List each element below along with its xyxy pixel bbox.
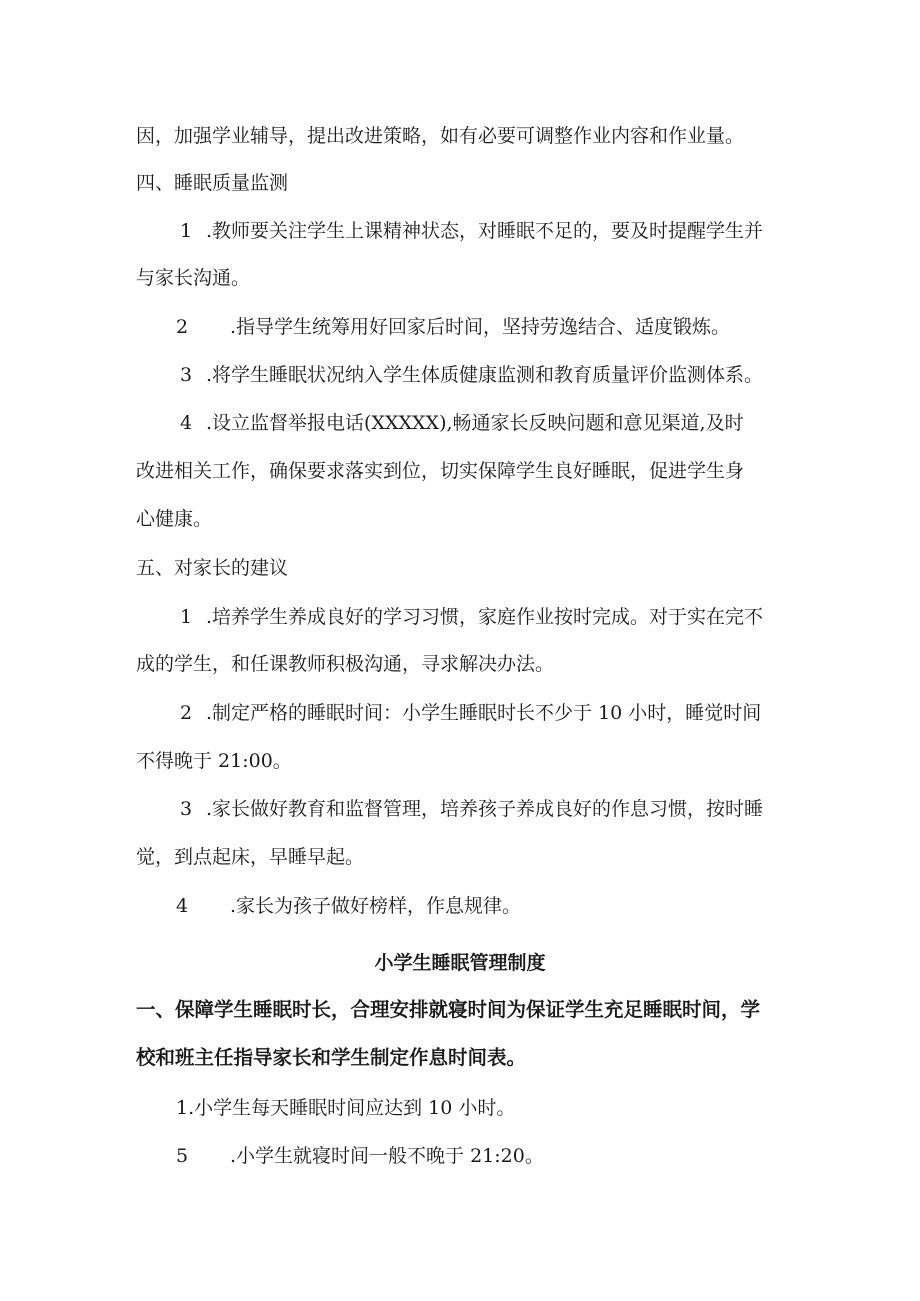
item-number: 4 <box>180 412 193 434</box>
list-item-a1 <box>180 219 763 243</box>
item-text: .家长做好教育和监督管理，培养孩子养成良好的作息习惯，按时睡 <box>206 798 764 820</box>
list-item-b2 <box>180 701 761 725</box>
item-text: .教师要关注学生上课精神状态，对睡眠不足的，要及时提醒学生并 <box>206 220 764 242</box>
list-item-b4 <box>176 894 521 918</box>
item-text: .设立监督举报电话(XXXXX),畅通家长反映问题和意见渠道,及时 <box>206 412 744 434</box>
item-text: .将学生睡眠状况纳入学生体质健康监测和教育质量评价监测体系。 <box>206 364 764 386</box>
item-number: 2 <box>176 316 189 338</box>
continuation-line: 因，加强学业辅导，提出改进策略，如有必要可调整作业内容和作业量。 <box>136 125 745 147</box>
list-item-a2 <box>176 315 730 339</box>
item-number: 5 <box>176 1145 189 1167</box>
heading-sleep-duration-line2: 校和班主任指导家长和学生制定作息时间表。 <box>136 1046 527 1069</box>
item-text: .培养学生养成良好的学习习惯，家庭作业按时完成。对于实在完不 <box>206 606 764 628</box>
item-number: 3 <box>180 364 193 386</box>
list-item-b2-cont: 不得晚于 21:00。 <box>136 750 292 772</box>
list-item-b3-cont: 觉，到点起床，早睡早起。 <box>136 846 365 868</box>
list-item-a4 <box>180 411 744 435</box>
list-item-b1 <box>180 605 763 629</box>
list-item-b1-cont: 成的学生，和任课教师积极沟通，寻求解决办法。 <box>136 653 555 675</box>
heading-sleep-monitoring: 四、睡眠质量监测 <box>136 172 289 194</box>
item-text: .制定严格的睡眠时间：小学生睡眠时长不少于 10 小时，睡觉时间 <box>206 702 762 724</box>
list-item-b3 <box>180 797 763 821</box>
item-number: 1 <box>180 220 193 242</box>
item-number: 3 <box>180 798 193 820</box>
item-text: .小学生就寝时间一般不晚于 21:20。 <box>230 1145 544 1167</box>
list-item-c5 <box>176 1144 544 1168</box>
list-item-a1-cont: 与家长沟通。 <box>136 267 251 289</box>
item-number: 1 <box>180 606 193 628</box>
list-item-a4-cont2: 心健康。 <box>136 508 213 530</box>
heading-sleep-duration-line1: 一、保障学生睡眠时长，合理安排就寝时间为保证学生充足睡眠时间，学 <box>136 998 761 1021</box>
list-item-a3 <box>180 363 763 387</box>
item-number: 2 <box>180 702 193 724</box>
document-title: 小学生睡眠管理制度 <box>374 952 546 974</box>
heading-parent-advice: 五、对家长的建议 <box>136 557 289 579</box>
item-number: 4 <box>176 895 189 917</box>
item-text: .家长为孩子做好榜样，作息规律。 <box>230 895 522 917</box>
list-item-a4-cont: 改进相关工作，确保要求落实到位，切实保障学生良好睡眠，促进学生身 <box>136 460 745 482</box>
item-text: .指导学生统筹用好回家后时间，坚持劳逸结合、适度锻炼。 <box>230 316 731 338</box>
list-item-c1: 1.小学生每天睡眠时间应达到 10 小时。 <box>176 1097 516 1119</box>
